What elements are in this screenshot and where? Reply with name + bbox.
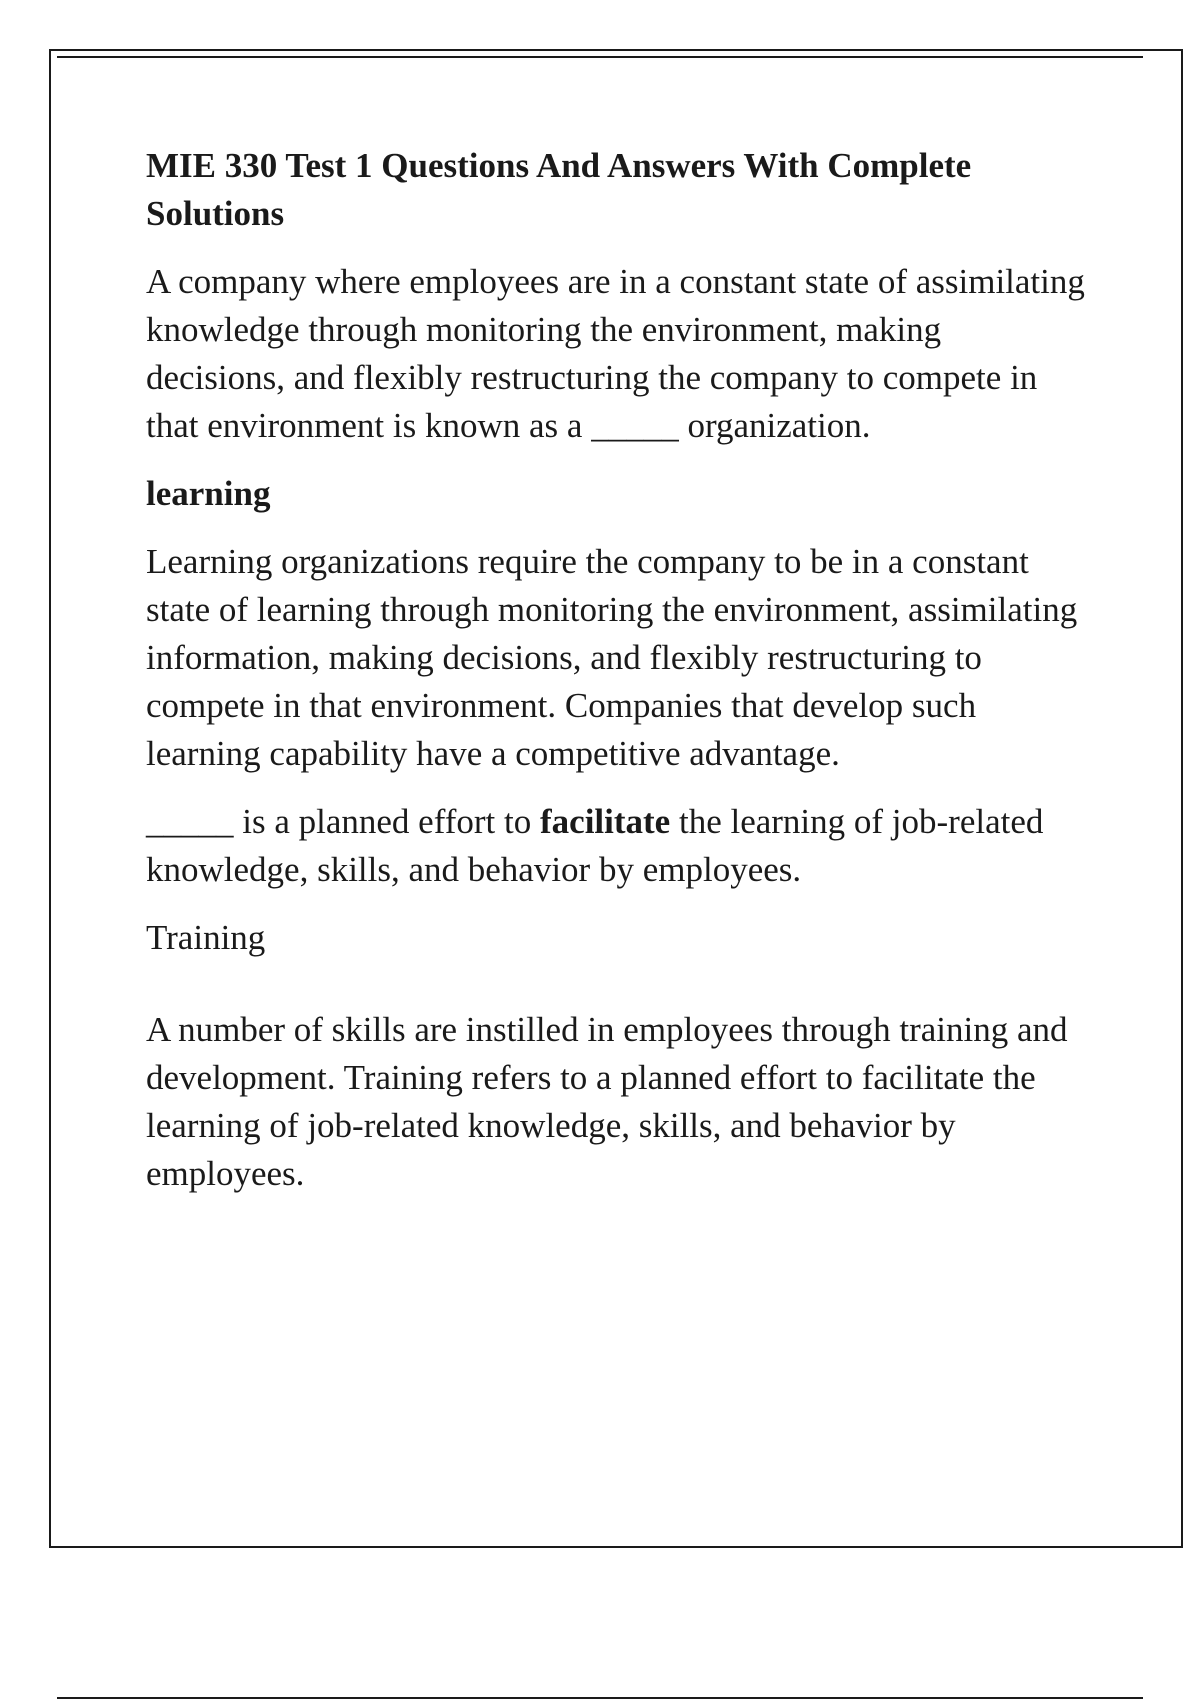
question-2 — [146, 798, 1086, 894]
question-1: A company where employees are in a constant state of assimilating knowledge through monitoring the environment, making decisions, and flexibly restructuring the company to compete in that environment is known as a _____ organization. — [146, 262, 1085, 445]
document-body — [146, 142, 1086, 1218]
explanation-2: A number of skills are instilled in employees through training and development. Training refers to a planned effort to facilitate the learning of job-related knowledge, skills, and behavior by employees. — [146, 1010, 1068, 1193]
answer-2: Training — [146, 918, 266, 957]
question-2-blank: _____ — [146, 802, 234, 841]
question-2-pre: is a planned effort to — [233, 802, 540, 841]
document-title: MIE 330 Test 1 Questions And Answers With Complete Solutions — [146, 146, 972, 233]
question-2-post: the learning of job-related knowledge, skills, and behavior by employees. — [146, 802, 1044, 889]
question-2-bold-term: facilitate — [540, 802, 671, 841]
top-rule — [57, 56, 1143, 58]
explanation-1: Learning organizations require the company to be in a constant state of learning through monitoring the environment, assimilating information, making decisions, and flexibly restructuring to compete in that environment. Companies that develop such learning capability have a competitive advantage. — [146, 542, 1078, 773]
bottom-rule — [57, 1697, 1143, 1699]
answer-1: learning — [146, 474, 271, 513]
